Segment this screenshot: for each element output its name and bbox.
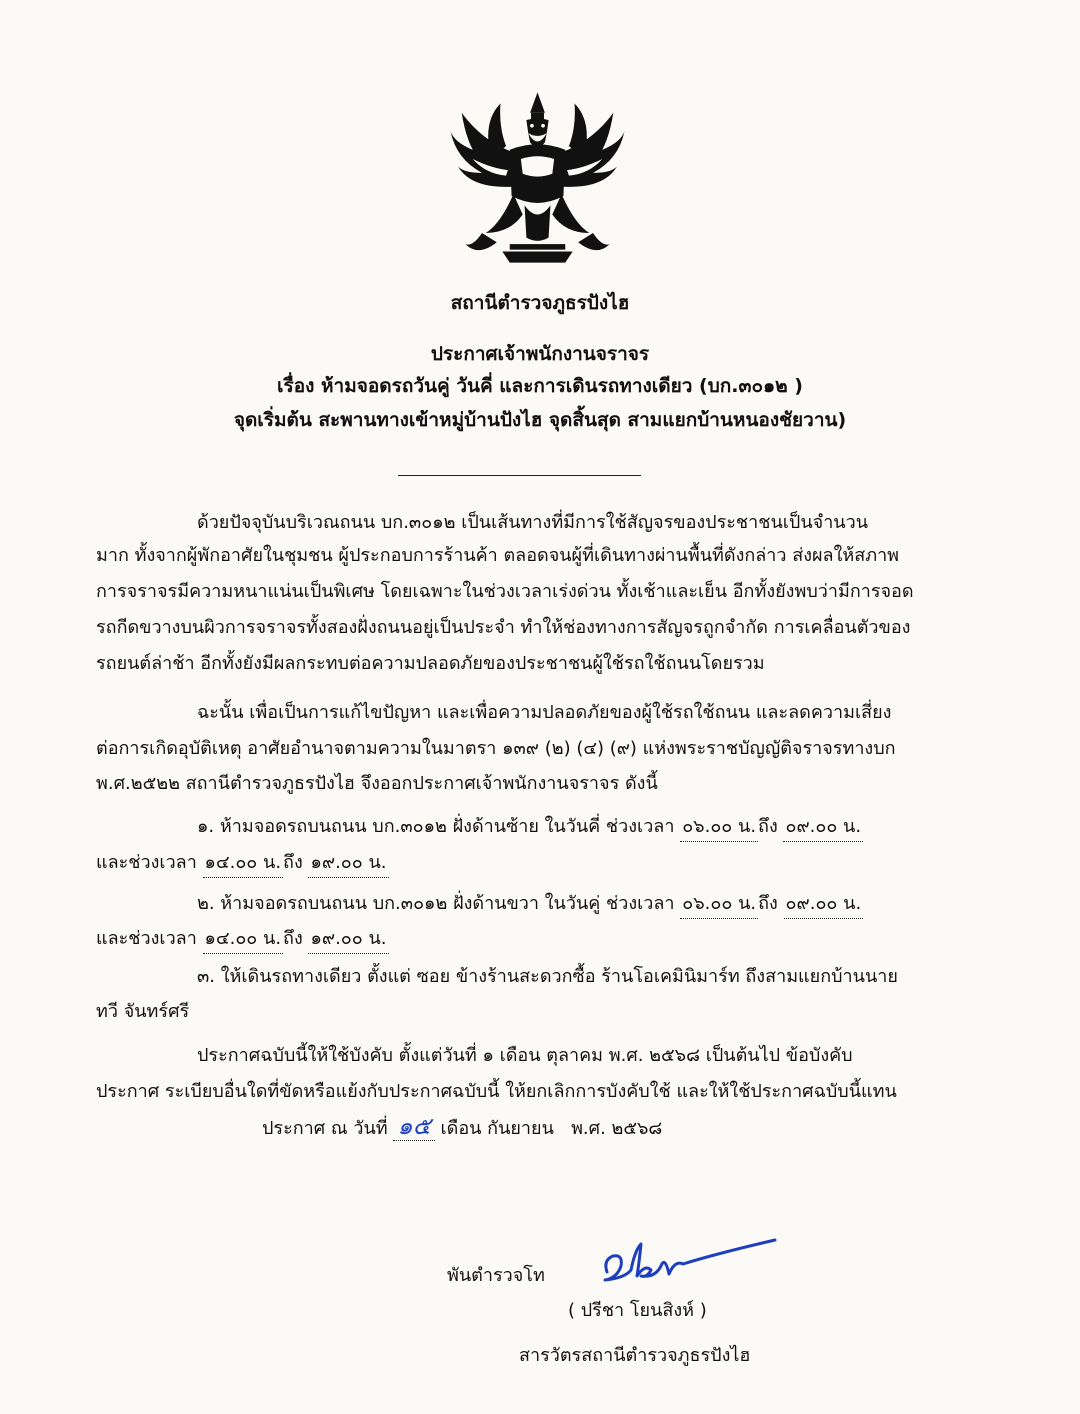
effective-date-paragraph: ประกาศฉบับนี้ให้ใช้บังคับ ตั้งแต่วันที่ ๑ เดือน ตุลาคม พ.ศ. ๒๕๖๘ เป็นต้นไป ข้อบังคับ [197,1045,853,1066]
time-field: ๐๖.๐๐ น. [680,813,758,842]
rule-item-1-text: และช่วงเวลา [96,852,197,873]
time-field: ๑๙.๐๐ น. [308,925,388,954]
rule-item-3: ๓. ให้เดินรถทางเดียว ตั้งแต่ ซอย ข้างร้านสะดวกซื้อ ร้านโอเคมินิมาร์ท ถึงสามแยกบ้านนาย [197,966,898,987]
rule-item-2-text: และช่วงเวลา [96,928,197,949]
to-label: ถึง [283,928,303,949]
paragraph-line: มาก ทั้งจากผู้พักอาศัยในชุมชน ผู้ประกอบการร้านค้า ตลอดจนผู้ที่เดินทางผ่านพื้นที่ดังกล่าว ส่งผลให้สภาพ [96,545,900,566]
rule-item-1-text: ๑. ห้ามจอดรถบนถนน บก.๓๐๑๒ ฝั่งด้านซ้าย ในวันคี่ ช่วงเวลา [197,816,675,837]
to-label: ถึง [758,893,778,914]
garuda-emblem-icon [445,85,630,270]
signer-rank: พันตำรวจโท [447,1265,545,1286]
paragraph-line: รถยนต์ล่าช้า อีกทั้งยังมีผลกระทบต่อความปลอดภัยของประชาชนผู้ใช้รถใช้ถนนโดยรวม [96,653,765,674]
time-field: ๐๙.๐๐ น. [784,890,864,919]
to-label: ถึง [283,852,303,873]
to-label: ถึง [758,816,778,837]
date-year: พ.ศ. ๒๕๖๘ [571,1118,663,1139]
handwritten-day: ๑๕ [393,1112,434,1141]
time-field: ๑๙.๐๐ น. [308,849,388,878]
rule-item-1-cont [96,849,389,878]
effective-date-paragraph: ประกาศ ระเบียบอื่นใดที่ขัดหรือแย้งกับประกาศฉบับนี้ ให้ยกเลิกการบังคับใช้ และให้ใช้ประกาศฉบับนี้แทน [96,1081,897,1102]
time-field: ๐๙.๐๐ น. [783,813,863,842]
rule-item-1 [197,813,863,842]
rule-item-3-cont: ทวี จันทร์ศรี [96,1001,190,1022]
rule-item-2 [197,890,863,919]
time-field: ๐๖.๐๐ น. [680,890,758,919]
signature-icon [595,1230,785,1290]
announcement-title: ประกาศเจ้าพนักงานจราจร [430,343,650,365]
date-prefix: ประกาศ ณ วันที่ [262,1118,388,1139]
paragraph-line: พ.ศ.๒๕๒๒ สถานีตำรวจภูธรปังไฮ จึงออกประกาศเจ้าพนักงานจราจร ดังนี้ [96,773,658,794]
rule-item-2-cont [96,925,389,954]
announcement-date [262,1112,662,1143]
signer-name: ( ปรีชา โยนสิงห์ ) [568,1300,707,1321]
route-description: จุดเริ่มต้น สะพานทางเข้าหมู่บ้านปังไฮ จุดสิ้นสุด สามแยกบ้านหนองชัยวาน) [233,409,847,431]
time-field: ๑๔.๐๐ น. [203,849,284,878]
paragraph-line: ด้วยปัจจุบันบริเวณถนน บก.๓๐๑๒ เป็นเส้นทางที่มีการใช้สัญจรของประชาชนเป็นจำนวน [197,512,869,533]
time-field: ๑๔.๐๐ น. [203,925,284,954]
paragraph-line: ฉะนั้น เพื่อเป็นการแก้ไขปัญหา และเพื่อความปลอดภัยของผู้ใช้รถใช้ถนน และลดความเสี่ยง [197,702,892,723]
paragraph-line: รถกีดขวางบนผิวการจราจรทั้งสองฝั่งถนนอยู่เป็นประจำ ทำให้ช่องทางการสัญจรถูกจำกัด การเคลื่อนตัวของ [96,617,911,638]
title-divider [398,475,641,476]
announcement-subject: เรื่อง ห้ามจอดรถวันคู่ วันคี่ และการเดินรถทางเดียว (บก.๓๐๑๒ ) [277,375,803,397]
agency-heading: สถานีตำรวจภูธรปังไฮ [450,292,630,314]
paragraph-line: การจราจรมีความหนาแน่นเป็นพิเศษ โดยเฉพาะในช่วงเวลาเร่งด่วน ทั้งเช้าและเย็น อีกทั้งยังพบว่ามีการจอด [96,581,914,602]
date-month: เดือน กันยายน [440,1118,554,1139]
rule-item-2-text: ๒. ห้ามจอดรถบนถนน บก.๓๐๑๒ ฝั่งด้านขวา ในวันคู่ ช่วงเวลา [197,893,675,914]
signer-position: สารวัตรสถานีตำรวจภูธรปังไฮ [519,1345,751,1366]
paragraph-line: ต่อการเกิดอุบัติเหตุ อาศัยอำนาจตามความในมาตรา ๑๓๙ (๒) (๔) (๙) แห่งพระราชบัญญัติจราจรทางบก [96,738,896,759]
